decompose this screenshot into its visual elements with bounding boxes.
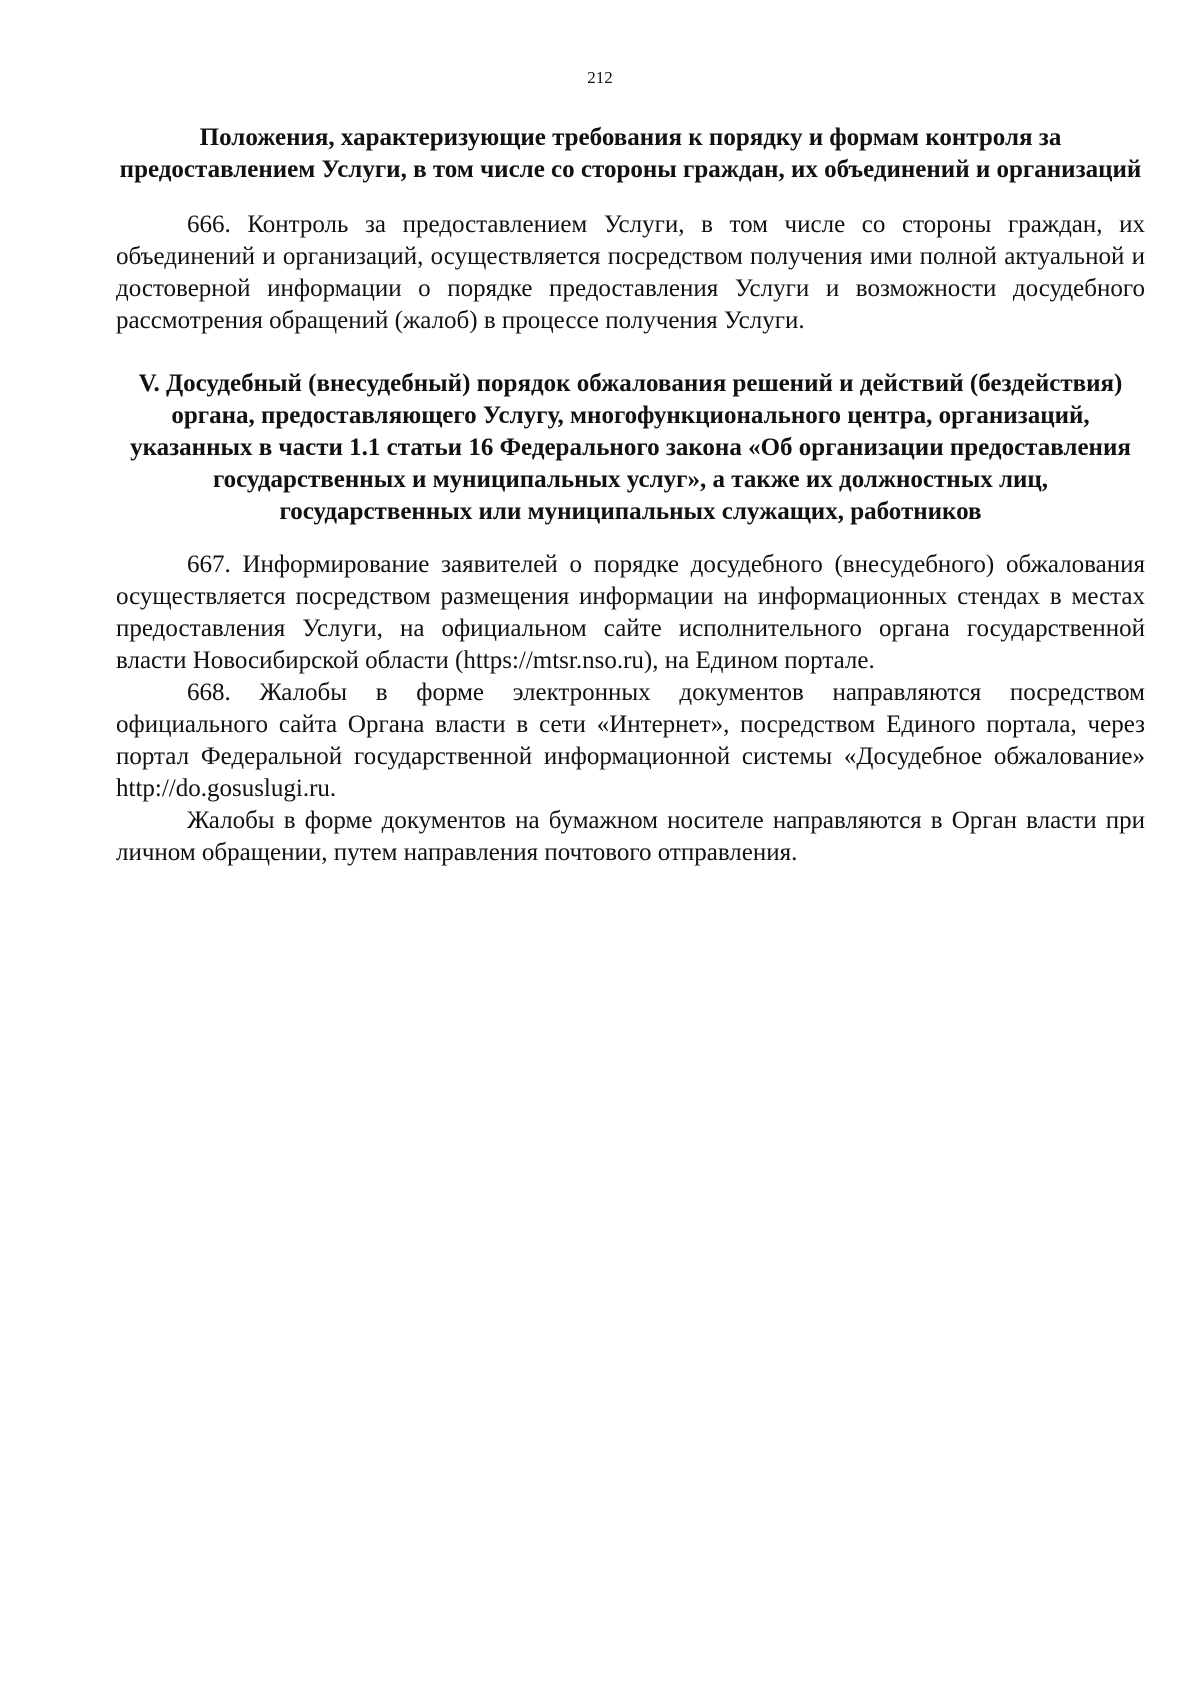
paragraph-667: 667. Информирование заявителей о порядке досудебного (внесудебного) обжалования осуществляется посредством размещения информации на информационных стендах в местах предоставления Услуги, на официальном сайте исполнительного органа государственной власти Новосибирской области (https://mtsr.nso.ru), на Едином портале. <box>116 551 1145 674</box>
section-heading-control: Положения, характеризующие требования к порядку и формам контроля за предоставлением Услуги, в том числе со стороны граждан, их объединений и организаций <box>119 124 1142 183</box>
page-number: 212 <box>587 68 613 87</box>
paragraph-paper-complaints: Жалобы в форме документов на бумажном носителе направляются в Орган власти при личном обращении, путем направления почтового отправления. <box>116 807 1145 866</box>
section-heading-appeal: V. Досудебный (внесудебный) порядок обжалования решений и действий (бездействия) органа, предоставляющего Услугу, многофункционального центра, организаций, указанных в части 1.1 статьи 16 Федерального закона «Об организации предоставления государственных и муниципальных услуг», а также их должностных лиц, государственных или муниципальных служащих, работников <box>130 370 1131 525</box>
paragraph-666: 666. Контроль за предоставлением Услуги, в том числе со стороны граждан, их объединений и организаций, осуществляется посредством получения ими полной актуальной и достоверной информации о порядке предоставления Услуги и возможности досудебного рассмотрения обращений (жалоб) в процессе получения Услуги. <box>116 211 1145 334</box>
paragraph-668: 668. Жалобы в форме электронных документов направляются посредством официального сайта Органа власти в сети «Интернет», посредством Единого портала, через портал Федеральной государственной информационной системы «Досудебное обжалование» http://do.gosuslugi.ru. <box>116 679 1145 802</box>
document-body <box>116 122 1145 869</box>
